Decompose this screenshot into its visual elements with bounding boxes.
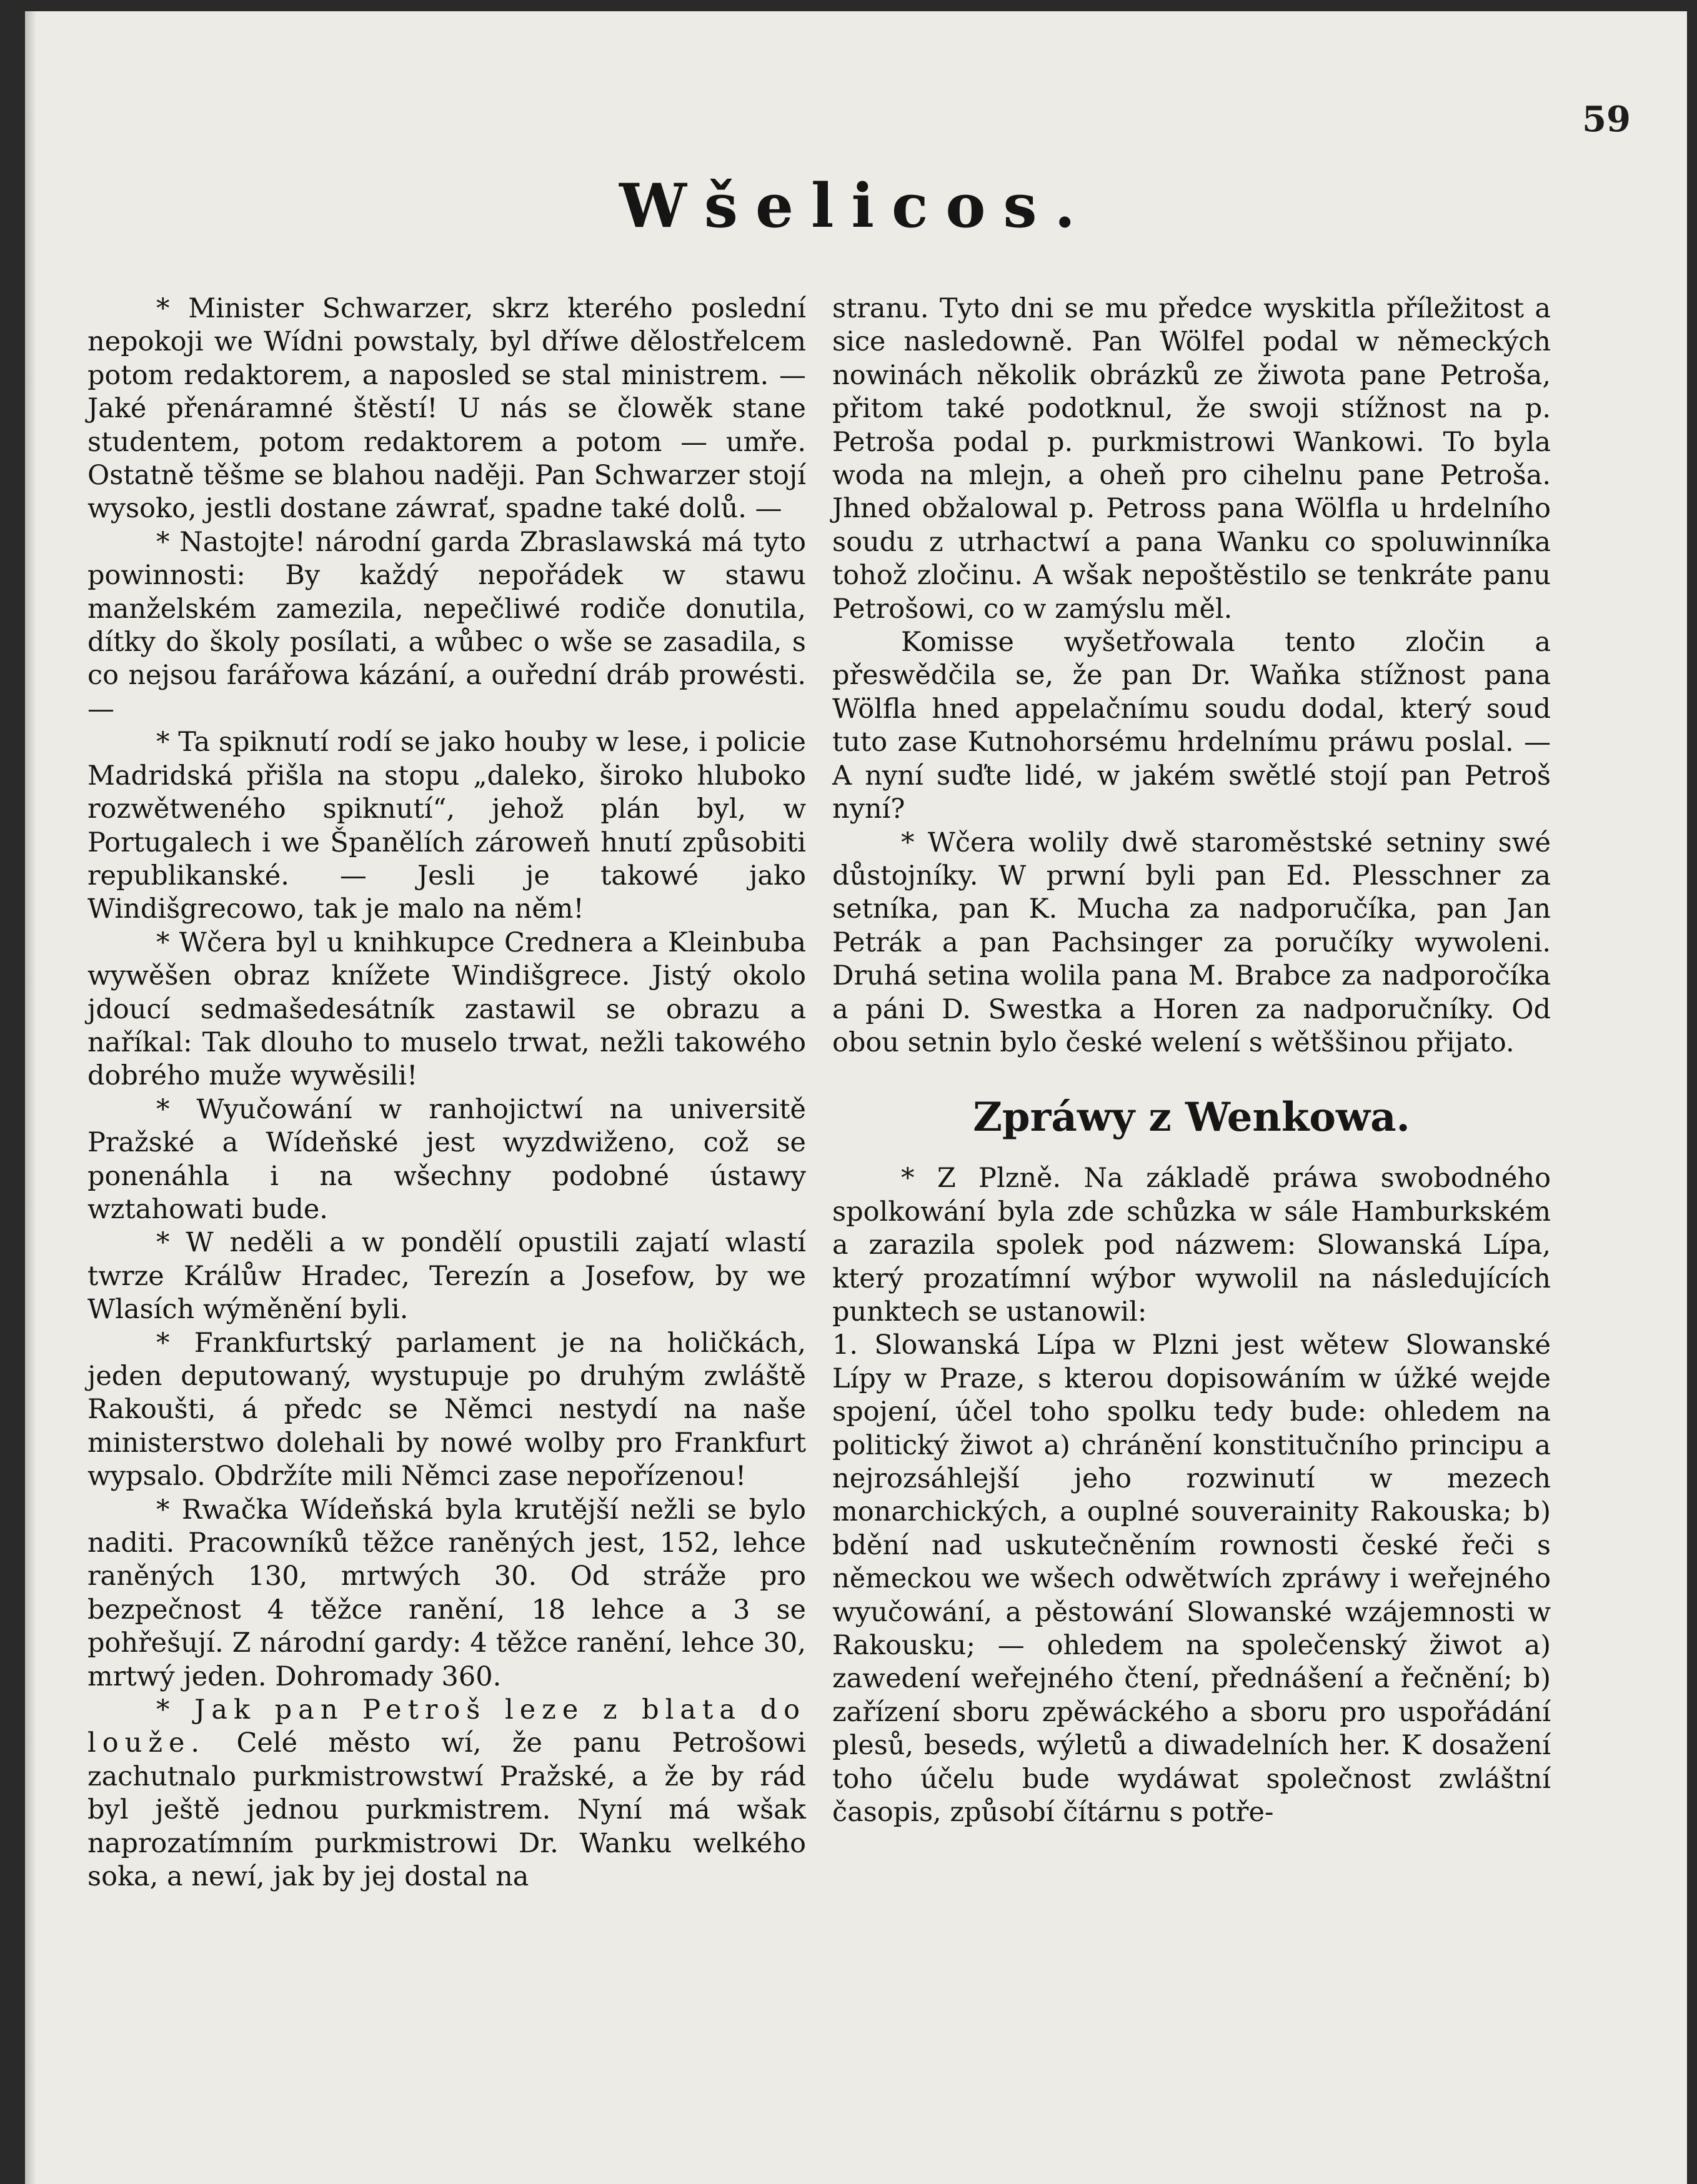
page-number: 59: [1582, 99, 1631, 140]
article-paragraph: * Rwačka Wídeňská byla krutější nežli se bylo naditi. Pracowníků těžce raněných jest, 152, lehce raněných 130, mrtwých 30. Od stráže pro bezpečnost 4 těžce ranění, 18 lehce a 3 se pohřešují. Z národní gardy: 4 těžce ranění, lehce 30, mrtwý jeden. Dohromady 360.: [87, 1494, 806, 1692]
article-paragraph: * Minister Schwarzer, skrz kterého poslední nepokoji we Wídni powstaly, byl dříwe dělostřelcem potom redaktorem, a naposled se stal ministrem. — Jaké přenáramné štěstí! U nás se člowěk stane studentem, potom redaktorem a potom — umře. Ostatně těšme se blahou naději. Pan Schwarzer stojí wysoko, jestli dostane záwrať, spadne také dolů. —: [87, 293, 806, 525]
right-column: [832, 292, 1551, 1829]
article-paragraph: * Wčera wolily dwě staroměstské setniny swé důstojníky. W prwní byli pan Ed. Plesschner za setníka, pan K. Mucha za nadporučíka, pan Jan Petrák a pan Pachsinger za poručíky wywoleni. Druhá setina wolila pana M. Brabce za nadporočíka a páni D. Swestka a Horen za nadporučníky. Od obou setnin bylo české welení s wětššinou přijato.: [832, 826, 1551, 1058]
article-paragraph: * Frankfurtský parlament je na holičkách, jeden deputowaný, wystupuje po druhým zwláště Rakoušti, á předc se Němci nestydí na naše ministerstwo dolehali by nowé wolby pro Frankfurt wypsalo. Obdržíte mili Němci zase nepořízenou!: [87, 1327, 806, 1492]
article-paragraph: * Ta spiknutí rodí se jako houby w lese, i policie Madridská přišla na stopu „daleko, široko hluboko rozwětweného spiknutí“, jehož plán byl, w Portugalech i we Španělích zároweň hnutí způsobiti republikanské. — Jesli je takowé jako Windišgrecowo, tak je malo na něm!: [87, 727, 806, 925]
article-paragraph: * Nastojte! národní garda Zbraslawská má tyto powinnosti: By každý nepořádek w stawu manželském zamezila, nepečliwé rodiče donutila, dítky do školy posílati, a wůbec o wše se zasadila, s co nejsou farářowa kázání, a ouřední dráb prowésti. —: [87, 526, 806, 725]
article-text: Celé město wí, že panu Petrošowi zachutnalo purkmistrowstwí Pražské, a že by rád byl ještě jednou purkmistrem. Nyní má wšak naprozatímním purkmistrowi Dr. Wanku welkého soka, a newí, jak by jej dostal na: [87, 1727, 806, 1893]
left-column: [87, 292, 806, 1894]
article-continuation: stranu. Tyto dni se mu předce wyskitla příležitost a sice nasledowně. Pan Wölfel podal w německých nowinách několik obrázků ze žiwota pane Petroša, přitom také podotknul, že swoji stížnost na p. Petroša podal p. purkmistrowi Wankowi. To byla woda na mlejn, a oheň pro cihelnu pane Petroša. Jhned obžalowal p. Petross pana Wölfla u hrdelního soudu z utrhactwí a pana Wanku co spoluwinníka tohož zločinu. A wšak nepoštěstilo se tenkráte panu Petrošowi, co w zamýslu měl.: [832, 293, 1551, 625]
article-paragraph: * Wyučowání w ranhojictwí na universitě Pražské a Wídeňské jest wyzdwiženo, což se ponenáhla i na wšechny podobné ústawy wztahowati bude.: [87, 1093, 806, 1225]
section-paragraph: * Z Plzně. Na základě práwa swobodného spolkowání byla zde schůzka w sále Hamburkském a zarazila spolek pod názwem: Slowanská Lípa, který prozatímní wýbor wywolil na následujících punktech se ustanowil:: [832, 1163, 1551, 1328]
article-paragraph: * W neděli a w pondělí opustili zajatí wlastí twrze Králůw Hradec, Terezín a Josefow, by we Wlasích wýměnění byli.: [87, 1227, 806, 1326]
article-lead: * Jak pan Petroš leze z blata do louže.: [87, 1694, 806, 1759]
section-heading: Zpráwy z Wenkowa.: [973, 1094, 1410, 1141]
newspaper-page: [25, 11, 1687, 2184]
article-paragraph: * Wčera byl u knihkupce Crednera a Kleinbuba wywěšen obraz knížete Windišgrece. Jistý okolo jdoucí sedmašedesátník zastawil se obrazu a naříkal: Tak dlouho to muselo trwat, nežli takowého dobrého muže wywěsili!: [87, 926, 806, 1092]
page-title: Wšelicos.: [619, 171, 1093, 241]
page-edge-shadow: [25, 11, 36, 2184]
section-paragraph: 1. Slowanská Lípa w Plzni jest wětew Slowanské Lípy w Praze, s kterou dopisowáním w úžké wejde spojení, účel toho spolku tedy bude: ohledem na politický žiwot a) chránění konstitučního principu a nejrozsáhlejší jeho rozwinutí w mezech monarchických, a ouplné souverainity Rakouska; b) bdění nad uskutečněním rownosti české řeči s německou we wšech odwětwích zpráwy i weřejného wyučowání, a pěstowání Slowanské wzájemnosti w Rakousku; — ohledem na společenský žiwot a) zawedení weřejného čtení, přednášení a řečnění; b) zařízení sboru zpěwáckého a sboru pro uspořádání plesů, beseds, wýletů a diwadelních her. K dosažení toho účelu bude wydáwat společnost zwláštní časopis, způsobí čítárnu s potře-: [832, 1329, 1551, 1829]
article-paragraph-petros: [87, 1694, 806, 1894]
article-paragraph: Komisse wyšetřowala tento zločin a přeswědčila se, že pan Dr. Waňka stížnost pana Wölfla hned appelačnímu soudu dodal, který soud tuto zase Kutnohorsému hrdelnímu práwu poslal. — A nyní suďte lidé, w jakém swětlé stojí pan Petroš nyní?: [832, 627, 1551, 825]
